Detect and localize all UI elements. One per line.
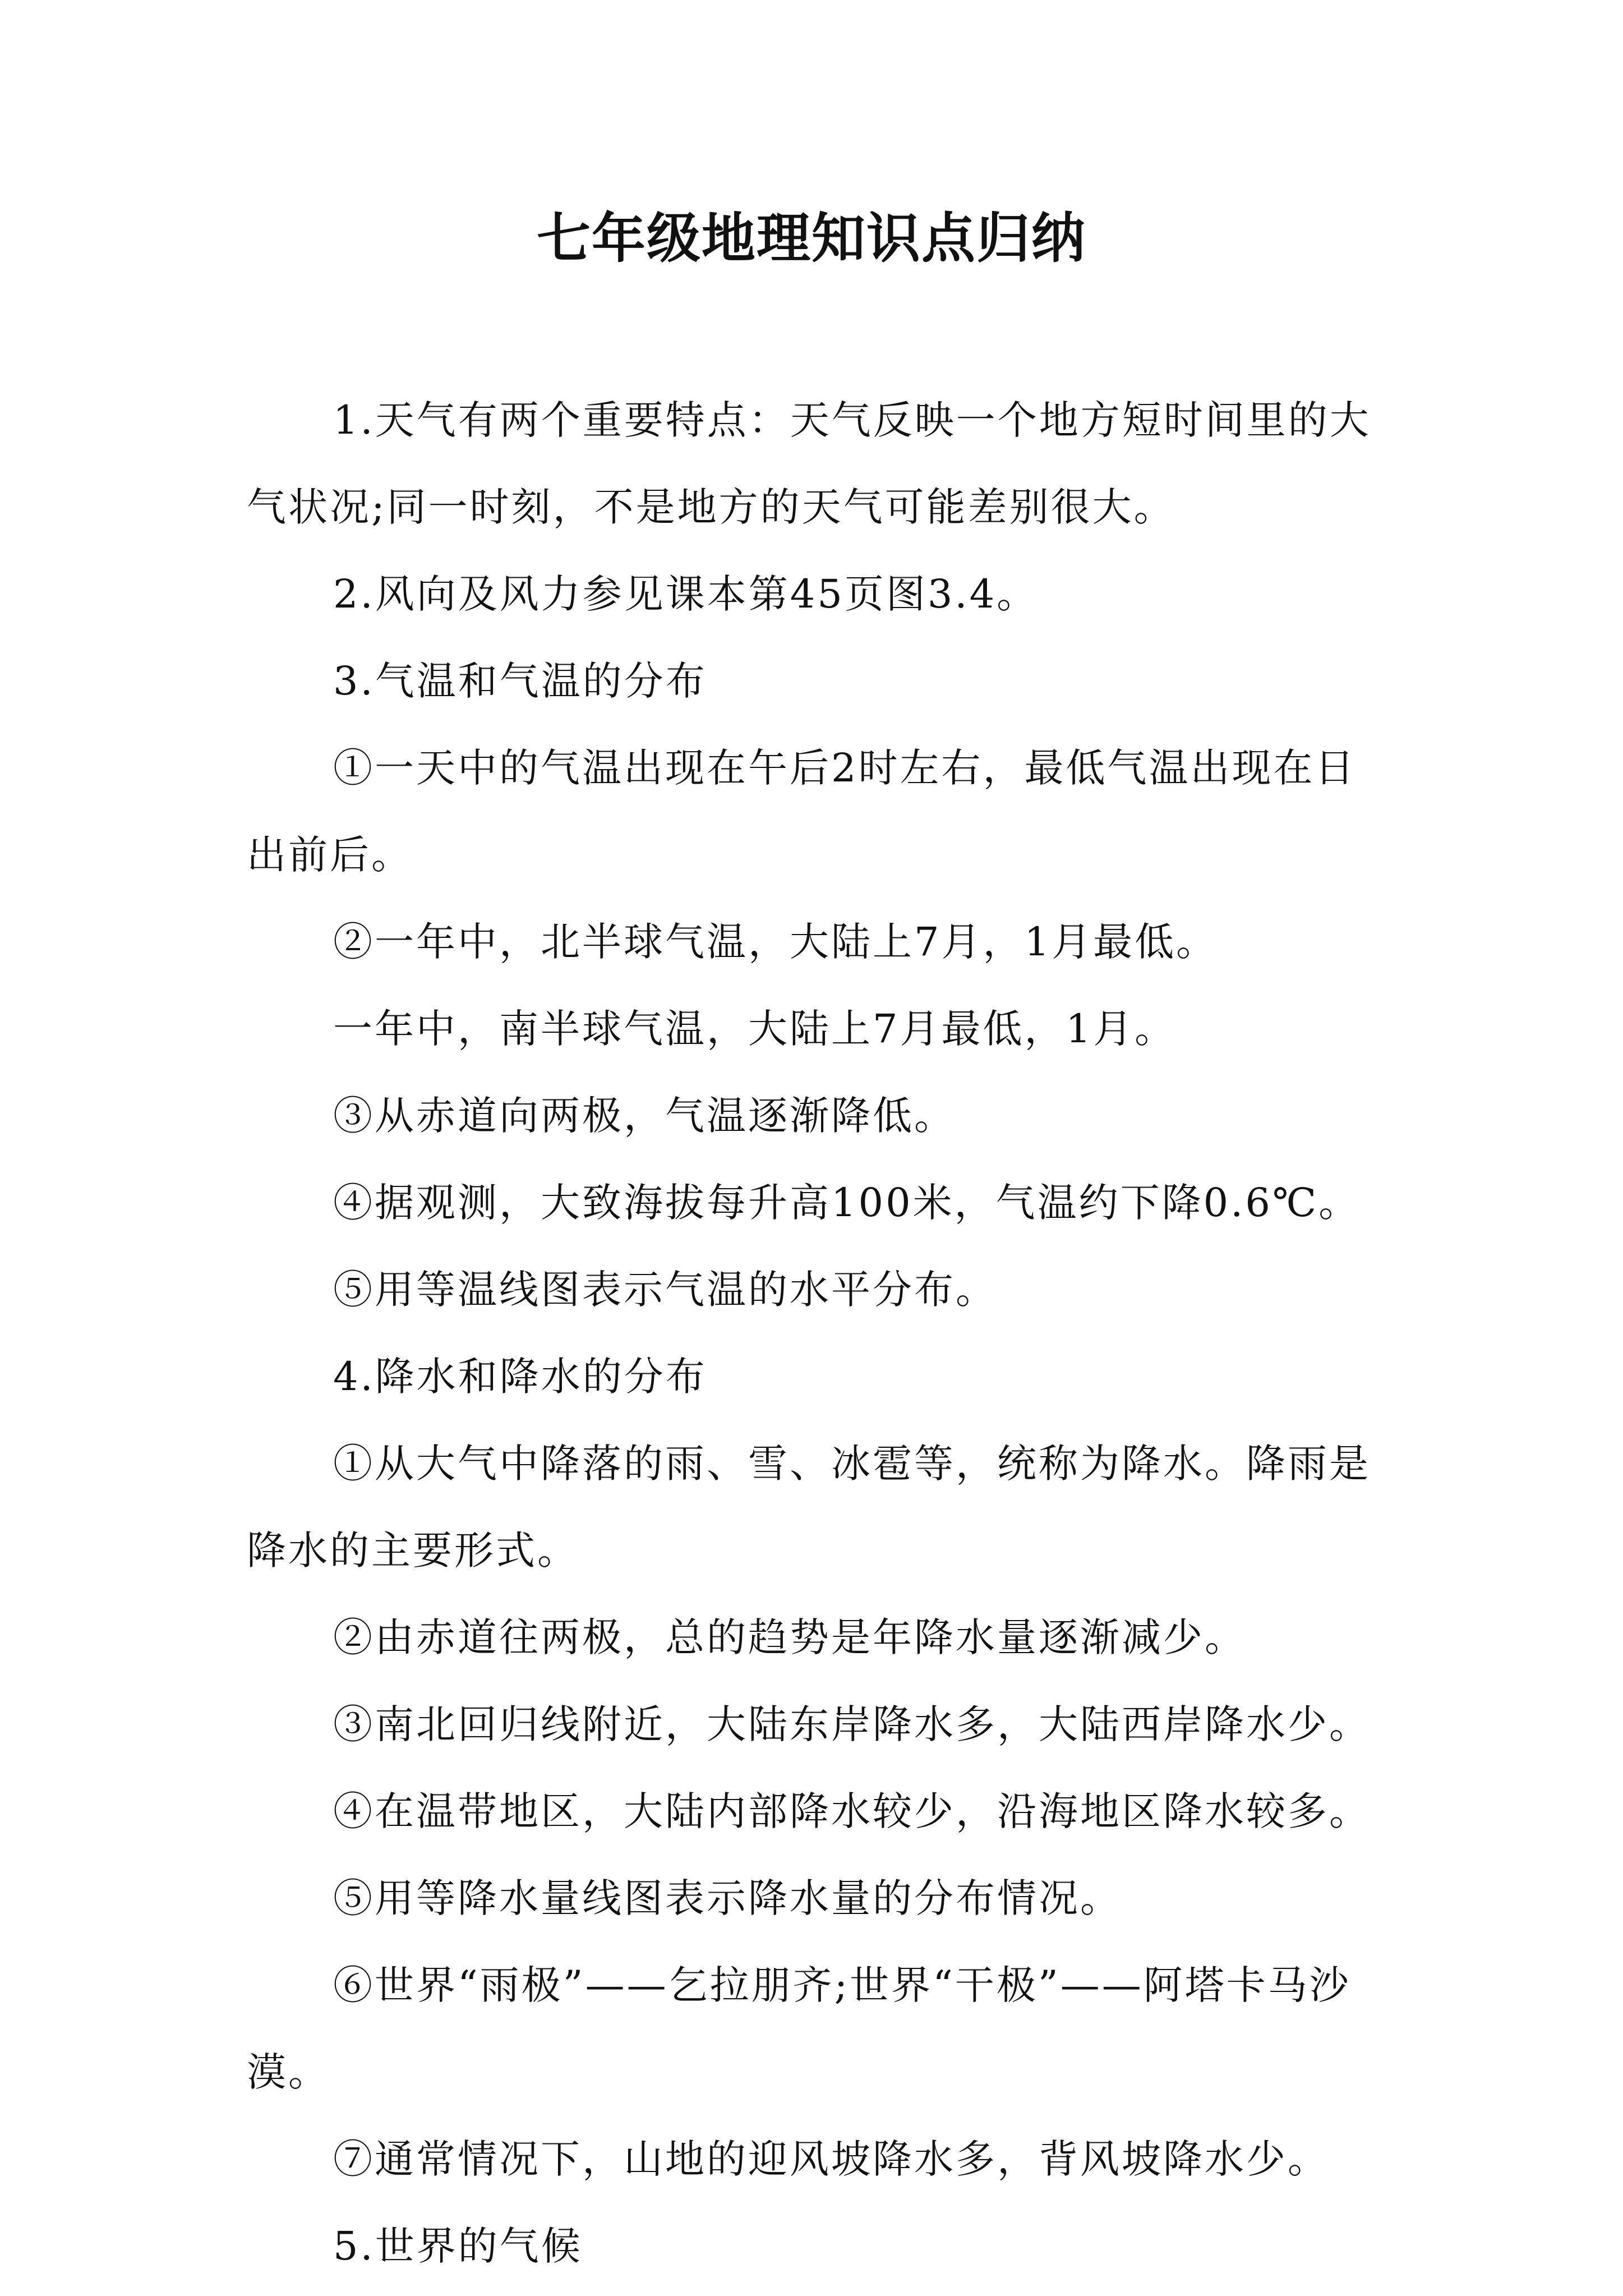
- document-body: [247, 377, 1385, 2290]
- paragraph-precip-6: ⑥世界“雨极”——乞拉朋齐;世界“干极”——阿塔卡马沙漠。: [247, 1962, 1351, 2095]
- paragraph-temp-2b: 一年中，南半球气温，大陆上7月最低，1月。: [333, 1006, 1177, 1052]
- paragraph-temp-3: ③从赤道向两极，气温逐渐降低。: [333, 1093, 956, 1139]
- paragraph-wind: 2.风向及风力参见课本第45页图3.4。: [333, 571, 1039, 617]
- paragraph-precip-7: ⑦通常情况下，山地的迎风坡降水多，背风坡降水少。: [333, 2136, 1329, 2182]
- document-title: 七年级地理知识点归纳: [537, 206, 1086, 270]
- paragraph-weather-features: 1.天气有两个重要特点：天气反映一个地方短时间里的大气状况;同一时刻，不是地方的天气可能差别很大。: [247, 397, 1371, 530]
- paragraph-precip-1: ①从大气中降落的雨、雪、冰雹等，统称为降水。降雨是降水的主要形式。: [247, 1441, 1371, 1573]
- paragraph-precip-5: ⑤用等降水量线图表示降水量的分布情况。: [333, 1875, 1122, 1921]
- paragraph-temp-2: ②一年中，北半球气温，大陆上7月，1月最低。: [333, 919, 1218, 965]
- paragraph-temp-5: ⑤用等温线图表示气温的水平分布。: [333, 1267, 997, 1313]
- paragraph-temp-4: ④据观测，大致海拔每升高100米，气温约下降0.6℃。: [333, 1180, 1361, 1226]
- heading-precipitation: 4.降水和降水的分布: [333, 1354, 707, 1400]
- heading-temperature: 3.气温和气温的分布: [333, 658, 707, 704]
- paragraph-precip-3: ③南北回归线附近，大陆东岸降水多，大陆西岸降水少。: [333, 1701, 1371, 1747]
- paragraph-precip-4: ④在温带地区，大陆内部降水较少，沿海地区降水较多。: [333, 1788, 1371, 1834]
- heading-world-climate: 5.世界的气候: [333, 2223, 583, 2269]
- paragraph-temp-1: ①一天中的气温出现在午后2时左右，最低气温出现在日出前后。: [247, 745, 1357, 878]
- paragraph-precip-2: ②由赤道往两极，总的趋势是年降水量逐渐减少。: [333, 1614, 1246, 1660]
